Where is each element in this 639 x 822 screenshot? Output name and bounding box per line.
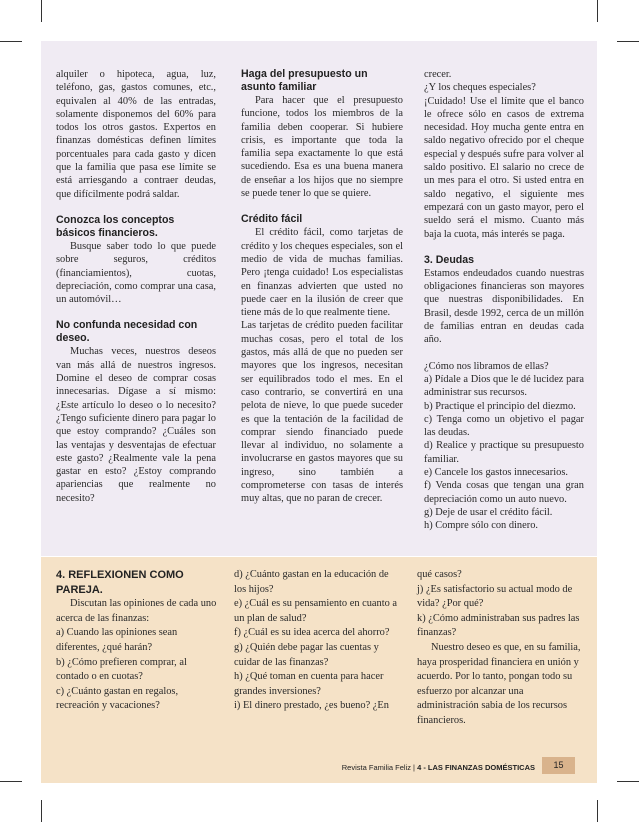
crop-mark [0, 41, 22, 42]
section-name: 4 - LAS FINANZAS DOMÉSTICAS [417, 763, 535, 772]
paragraph: Las tarjetas de crédito pueden facilitar muchas cosas, pero el total de los gastos, más allá de que no pueden ser mayores que los ingresos, necesitan ser equilibrados todo el mes. En el caso contrario, se convertirá en una pelota de nieve, lo que puede suceder es que la tentación de la facilidad de comprar siendo financiado puede llevar al individuo, no solamente a involucrarse en gastos mayores que su ingreso, sino también a comprometerse con tasas de interés muy altas, que no paran de crecer. [241, 320, 403, 505]
list-item: d) ¿Cuánto gastan en la educación de los hijos? [234, 569, 389, 595]
section-heading: Crédito fácil [241, 213, 303, 226]
article-column-1 [56, 68, 216, 505]
article-column-3 [424, 68, 584, 533]
reflection-column-1 [56, 568, 222, 714]
list-item: c) Tenga como un objetivo el pagar las deudas. [424, 413, 584, 439]
crop-mark [617, 41, 639, 42]
reflection-column-2 [234, 568, 400, 714]
crop-mark [41, 800, 42, 822]
list-item: d) Realice y practique su presupuesto familiar. [424, 440, 584, 465]
list-item: e) ¿Cuál es su pensamiento en cuanto a un plan de salud? [234, 598, 398, 624]
paragraph: crecer. [424, 69, 452, 80]
list-item: g) ¿Quién debe pagar las cuentas y cuidar de las finanzas? [234, 641, 379, 668]
list-item: qué casos? [417, 569, 462, 580]
list-item: e) Cancele los gastos innecesarios. [424, 467, 568, 479]
section-heading: Haga del presupuesto un asunto familiar [241, 68, 368, 93]
page-number: 15 [542, 757, 575, 774]
footer-separator: | [410, 763, 418, 772]
section-heading: 3. Deudas [424, 253, 475, 266]
paragraph: ¿Y los cheques especiales? [424, 82, 536, 94]
list-item: c) ¿Cuánto gastan en regalos, recreación y vacaciones? [56, 685, 179, 712]
list-item: g) Deje de usar el crédito fácil. [424, 506, 553, 518]
list-item: j) ¿Es satisfactorio su actual modo de vida? ¿Por qué? [417, 583, 573, 610]
list-item: f) Venda cosas que tengan una gran depreciación como un auto nuevo. [424, 480, 584, 505]
paragraph: alquiler o hipoteca, agua, luz, teléfono, gas, gastos comunes, etc., equivalen al 40% de las entradas, solamente disponemos del 60% para todos los otros gastos. Expertos en finanzas domésticas definen límites porcentuales para cada gasto y dicen que la familia que pasa ese límite se está arriesgando a contraer deudas, que difícilmente podrá saldar. [56, 69, 216, 200]
crop-mark [0, 781, 22, 782]
list-item: f) ¿Cuál es su idea acerca del ahorro? [234, 627, 390, 639]
running-footer [335, 763, 535, 773]
section-heading: Conozca los conceptos básicos financieros. [56, 213, 175, 239]
reflection-title: 4. REFLEXIONEN COMO PAREJA. [56, 569, 184, 596]
crop-mark [597, 800, 598, 822]
list-item: a) Cuando las opiniones sean diferentes, ¿qué harán? [56, 627, 178, 653]
closing-paragraph: Nuestro deseo es que, en su familia, haya prosperidad financiera en unión y acuerdo. Por lo tanto, pongan todo su esfuerzo por alcanzar una administración sabia de los recursos financieros. [417, 641, 581, 726]
paragraph: ¡Cuidado! Use el límite que el banco le ofrece sólo en casos de extrema necesidad. Hoy mucha gente entra en saldo negativo ofrecido por el cheque especial y después sufre para volver al saldo positivo. El salario no crece de un mes para el otro. Si usted entra en saldo negativo, el siguiente mes empezará con un gasto mayor, pero el sueldo será el mismo. Cuanto más baja la cuota, más interés se paga. [424, 95, 584, 240]
paragraph: Muchas veces, nuestros deseos van más allá de nuestros ingresos. Domine el deseo de comprar cosas innecesarias. Dígase a sí mismo: ¿Este artículo lo deseo o lo necesito? ¿Tengo suficiente dinero para pagar lo que estoy comprando? ¿Cuáles son las ventajas y desventajas de efectuar este gasto? ¿Realmente vale la pena gastar en esto? ¿Estoy comprando apariencias que realmente no necesito? [56, 346, 216, 504]
list-item: h) Compre sólo con dinero. [424, 520, 538, 532]
magazine-name: Revista Familia Feliz [341, 763, 411, 772]
paragraph: Busque saber todo lo que puede sobre seguros, créditos (financiamientos), cuotas, depreciación, como comprar una casa, un automóvil… [56, 240, 216, 306]
crop-mark [41, 0, 42, 22]
article-column-2 [241, 68, 403, 506]
paragraph: ¿Cómo nos libramos de ellas? [424, 360, 549, 372]
list-item: h) ¿Qué toman en cuenta para hacer grandes inversiones? [234, 671, 384, 697]
paragraph: Para hacer que el presupuesto funcione, todos los miembros de la familia deben cooperar. Si hubiere crisis, es importante que toda la familia sepa exactamente lo que está sucediendo. Esa es una buena manera de enseñar a los hijos que no siempre se puede tener lo que se quiere. [241, 95, 403, 200]
crop-mark [597, 0, 598, 22]
list-item: a) Pídale a Dios que le dé lucidez para administrar sus recursos. [424, 373, 584, 399]
section-heading: No confunda necesidad con deseo. [56, 319, 198, 345]
crop-mark [617, 781, 639, 782]
list-item: k) ¿Cómo administraban sus padres las finanzas? [417, 612, 580, 639]
reflection-column-3 [417, 568, 587, 729]
list-item: i) El dinero prestado, ¿es bueno? ¿En [234, 700, 389, 712]
paragraph: Discutan las opiniones de cada uno acerca de las finanzas: [56, 598, 217, 624]
list-item: b) ¿Cómo prefieren comprar, al contado o en cuotas? [56, 656, 187, 683]
list-item: b) Practique el principio del diezmo. [424, 400, 576, 412]
paragraph: Estamos endeudados cuando nuestras obligaciones financieras son mayores que nuestras disponibilidades. En Brasil, desde 1992, cerca de un millón de familias entran en deudas cada año. [424, 267, 584, 346]
paragraph: El crédito fácil, como tarjetas de crédito y los cheques especiales, son el medio de vida de muchas familias. Pero ¡tenga cuidado! Los especialistas en finanzas advierten que usted no puede caer en la ilusión de creer que tiene más de lo que realmente tiene. [241, 227, 403, 319]
